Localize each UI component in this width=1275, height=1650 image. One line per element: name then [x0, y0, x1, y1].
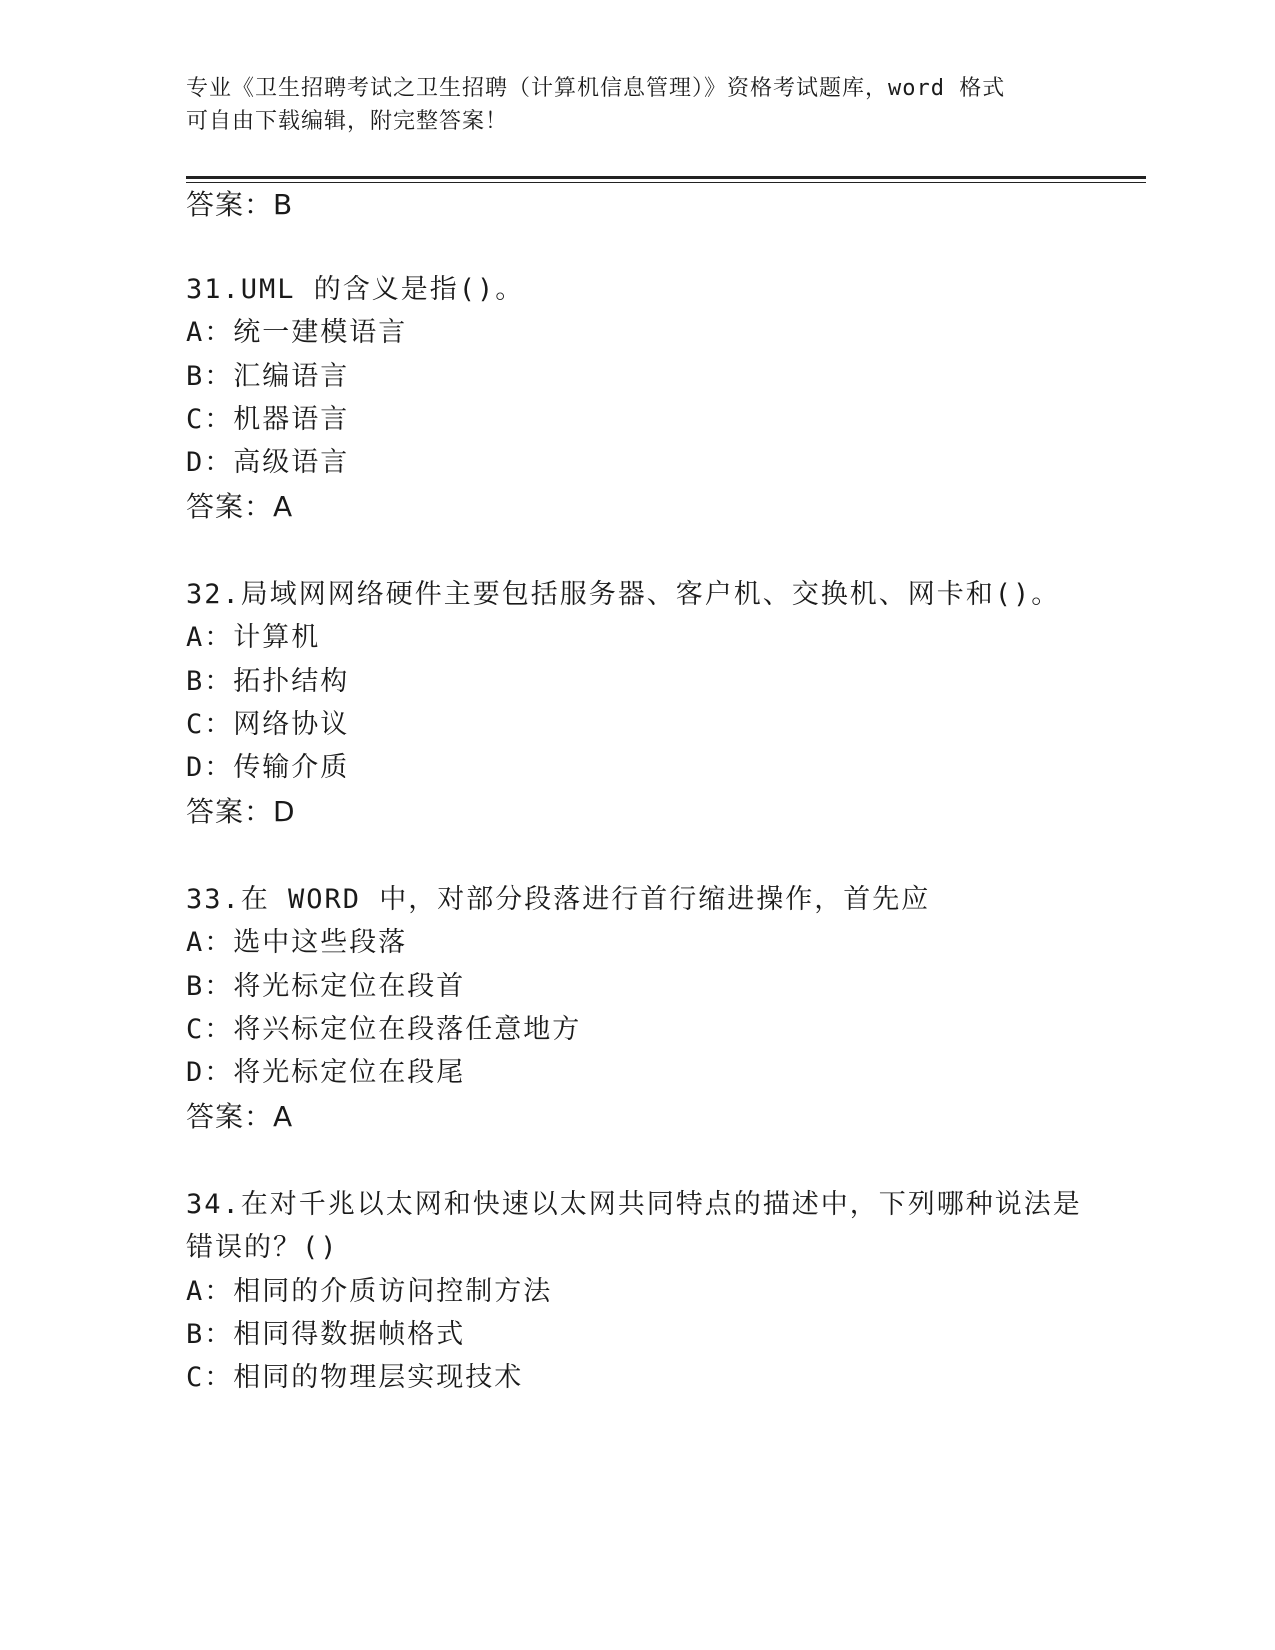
question-33-option-d: D：将光标定位在段尾 [186, 1057, 466, 1088]
question-34-option-c: C：相同的物理层实现技术 [186, 1362, 524, 1393]
question-33-option-b: B：将光标定位在段首 [186, 971, 466, 1002]
question-31-option-a: A：统一建模语言 [186, 317, 408, 348]
question-32-option-a: A：计算机 [186, 622, 321, 653]
header-divider-thin [186, 182, 1146, 183]
document-header [186, 72, 1086, 138]
answer-prev: 答案：B [186, 188, 294, 221]
question-32-option-b: B：拓扑结构 [186, 666, 350, 697]
question-31-option-d: D：高级语言 [186, 447, 350, 478]
question-31-option-c: C：机器语言 [186, 404, 350, 435]
question-32-answer: 答案：D [186, 795, 296, 828]
question-34-stem-line-2: 错误的？() [186, 1232, 339, 1263]
header-line-2: 可自由下载编辑，附完整答案！ [186, 109, 509, 134]
question-34-option-b: B：相同得数据帧格式 [186, 1319, 466, 1350]
question-31-stem: 31.UML 的含义是指()。 [186, 274, 525, 305]
question-34-stem-line-1: 34.在对千兆以太网和快速以太网共同特点的描述中，下列哪种说法是 [186, 1189, 1082, 1220]
question-31-answer: 答案：A [186, 490, 294, 523]
question-33-answer: 答案：A [186, 1100, 294, 1133]
question-31-option-b: B：汇编语言 [186, 361, 350, 392]
question-33-option-a: A：选中这些段落 [186, 927, 408, 958]
header-line-1: 专业《卫生招聘考试之卫生招聘（计算机信息管理）》资格考试题库，word 格式 [186, 76, 1006, 101]
question-33-option-c: C：将兴标定位在段落任意地方 [186, 1014, 582, 1045]
question-32-option-d: D：传输介质 [186, 752, 350, 783]
question-32-stem: 32.局域网网络硬件主要包括服务器、客户机、交换机、网卡和()。 [186, 579, 1061, 610]
question-33-stem: 33.在 WORD 中，对部分段落进行首行缩进操作，首先应 [186, 884, 931, 915]
question-34-option-a: A：相同的介质访问控制方法 [186, 1276, 553, 1307]
header-divider-thick [186, 176, 1146, 179]
question-32-option-c: C：网络协议 [186, 709, 350, 740]
